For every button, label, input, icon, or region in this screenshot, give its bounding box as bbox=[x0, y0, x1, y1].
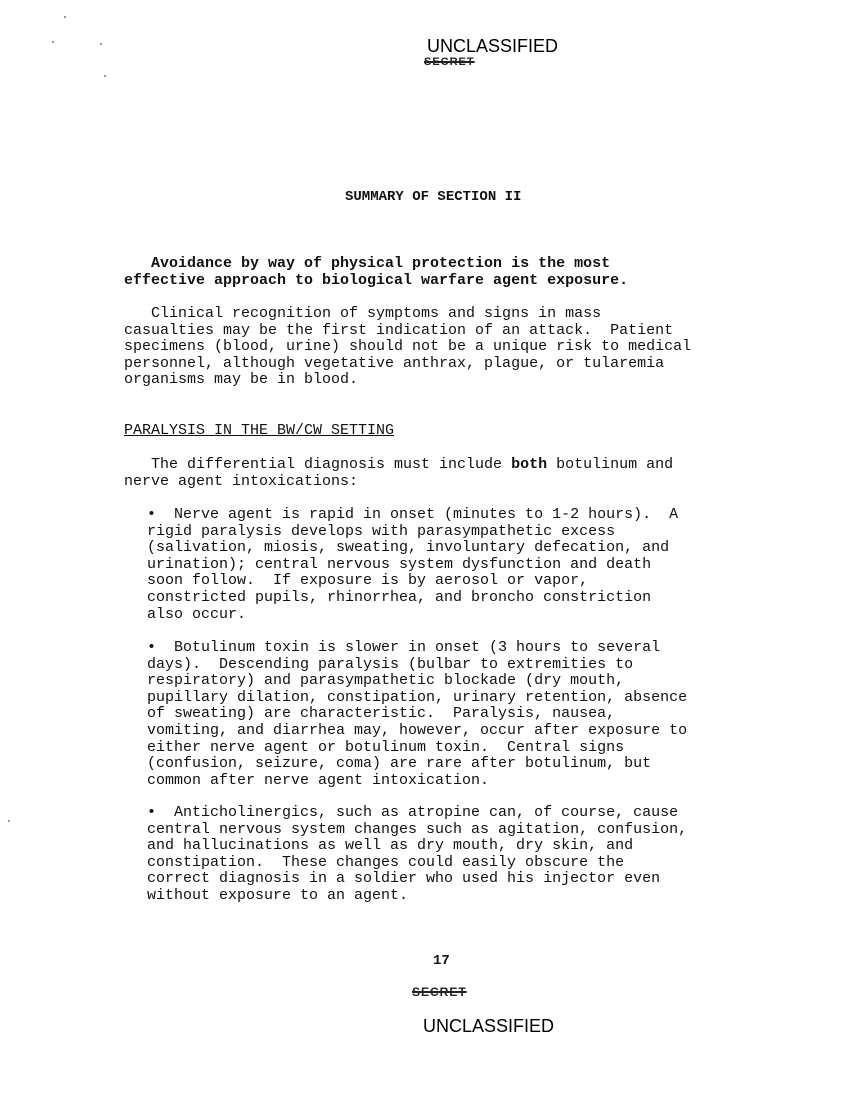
section-title: SUMMARY OF SECTION II bbox=[345, 189, 522, 205]
paralysis-intro-start: The differential diagnosis must include bbox=[124, 456, 512, 473]
header-struck-marking: SECRET bbox=[424, 56, 475, 68]
header-classification: UNCLASSIFIED bbox=[427, 36, 559, 56]
intro-paragraph: Clinical recognition of symptoms and signs in mass casualties may be the first indication of an attack. Patient specimens (blood, urine) should not be a unique risk to medical personnel, although vegetative anthrax, plague, or tularemia organisms may be in blood. bbox=[124, 305, 692, 389]
scan-speck bbox=[100, 43, 102, 45]
bullet-anticholinergics: • Anticholinergics, such as atropine can, of course, cause central nervous system changes such as agitation, confusion, and hallucinations as well as dry mouth, dry skin, and constipation. These changes could easily obscure the correct diagnosis in a soldier who used his injector even without exposure to an agent. bbox=[147, 804, 688, 904]
page-number: 17 bbox=[433, 953, 450, 969]
paralysis-intro-emphasis: both bbox=[511, 456, 548, 473]
footer-struck-marking: SECRET bbox=[412, 985, 467, 999]
footer-classification: UNCLASSIFIED bbox=[423, 1016, 555, 1036]
bullet-botulinum-toxin: • Botulinum toxin is slower in onset (3 hours to several days). Descending paralysis (bulbar to extremities to respiratory) and parasympathetic blockade (dry mouth, pupillary dilation, constipation, urinary retention, absence of sweating) are characteristic. Paralysis, nausea, vomiting, and diarrhea may, however, occur after exposure to either nerve agent or botulinum toxin. Central signs (confusion, seizure, coma) are rare after botulinum, but common after nerve agent intoxication. bbox=[147, 639, 688, 789]
scan-speck bbox=[8, 820, 10, 822]
scan-speck bbox=[52, 41, 54, 43]
paralysis-intro bbox=[124, 457, 673, 490]
scan-speck bbox=[64, 16, 66, 18]
bullet-nerve-agent: • Nerve agent is rapid in onset (minutes to 1-2 hours). A rigid paralysis develops with parasympathetic excess (salivation, miosis, sweating, involuntary defecation, and urination); central nervous system dysfunction and death soon follow. If exposure is by aerosol or vapor, constricted pupils, rhinorrhea, and broncho constriction also occur. bbox=[147, 506, 679, 623]
paralysis-heading: PARALYSIS IN THE BW/CW SETTING bbox=[124, 422, 395, 439]
paralysis-intro-end: botulinum and nerve agent intoxications: bbox=[124, 456, 674, 490]
intro-lead-statement: Avoidance by way of physical protection is the most effective approach to biological warfare agent exposure. bbox=[124, 255, 629, 289]
scan-speck bbox=[104, 75, 106, 77]
